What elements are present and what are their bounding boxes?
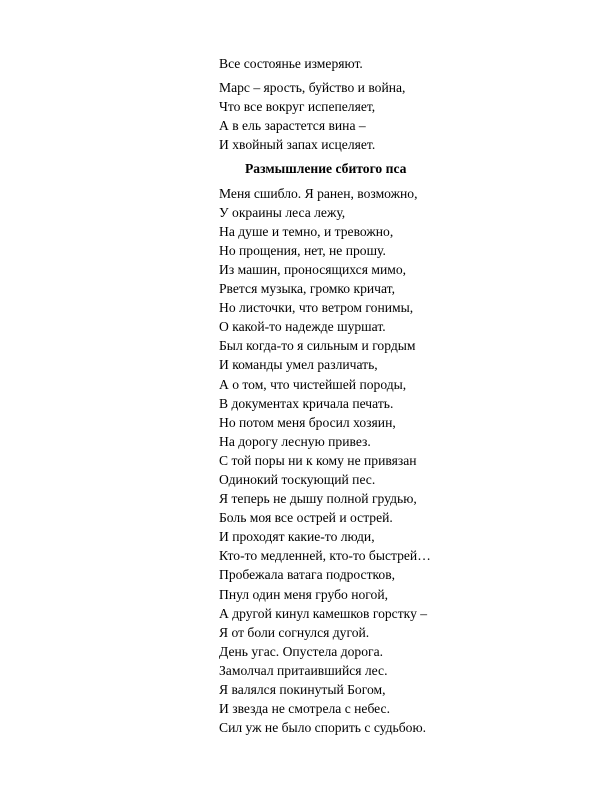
poem-line: Рвется музыка, громко кричат, — [219, 281, 395, 297]
poem-line: Все состоянье измеряют. — [219, 56, 363, 71]
poem-line: И команды умел различать, — [219, 357, 378, 373]
poem-line: Сил уж не было спорить с судьбою. — [219, 720, 426, 736]
poem-line: Кто-то медленней, кто-то быстрей… — [219, 548, 431, 564]
poem-line: О какой-то надежде шуршат. — [219, 319, 386, 335]
poem-line: Пробежала ватага подростков, — [219, 567, 396, 583]
poem-line: Но потом меня бросил хозяин, — [219, 414, 396, 430]
poem-title: Размышление сбитого пса — [245, 161, 407, 177]
poem-line: С той поры ни к кому не привязан — [219, 452, 417, 468]
poem-line: Из машин, проносящихся мимо, — [219, 261, 407, 277]
poem-body — [219, 184, 579, 738]
poem-line: А в ель зарастется вина – — [219, 118, 366, 134]
poem-line: И звезда не смотрела с небес. — [219, 701, 390, 717]
poem-line: А другой кинул камешков горстку – — [219, 605, 428, 621]
poem-line: Меня сшибло. Я ранен, возможно, — [219, 185, 418, 201]
poem-line: А о том, что чистейшей породы, — [219, 376, 407, 392]
poem-line: Одинокий тоскующий пес. — [219, 471, 376, 487]
poem-line: И проходят какие-то люди, — [219, 529, 375, 545]
poem-line: У окраины леса лежу, — [219, 204, 346, 220]
poem-line: Я валялся покинутый Богом, — [219, 682, 386, 697]
poem-line: На душе и темно, и тревожно, — [219, 223, 394, 239]
poem-line: Но листочки, что ветром гонимы, — [219, 300, 414, 316]
poem-text-block — [219, 54, 579, 737]
poem-line: И хвойный запах исцеляет. — [219, 137, 376, 153]
poem-line: На дорогу лесную привез. — [219, 433, 371, 449]
poem-line: День угас. Опустела дорога. — [219, 643, 384, 659]
poem-line: В документах кричала печать. — [219, 395, 394, 411]
poem-line: Был когда-то я сильным и гордым — [219, 338, 416, 354]
poem-line: Что все вокруг испепеляет, — [219, 99, 376, 115]
poem-line: Пнул один меня грубо ногой, — [219, 586, 389, 602]
poem-line: Марс – ярость, буйство и война, — [219, 80, 406, 96]
poem-line: Замолчал притаившийся лес. — [219, 662, 388, 678]
poem-line: Боль моя все острей и острей. — [219, 510, 393, 526]
stanza-mars — [219, 78, 579, 154]
poem-line: Я теперь не дышу полной грудью, — [219, 491, 417, 507]
poem-line: Но прощения, нет, не прошу. — [219, 242, 386, 258]
stanza-top — [219, 54, 579, 73]
poem-line: Я от боли согнулся дугой. — [219, 624, 370, 640]
